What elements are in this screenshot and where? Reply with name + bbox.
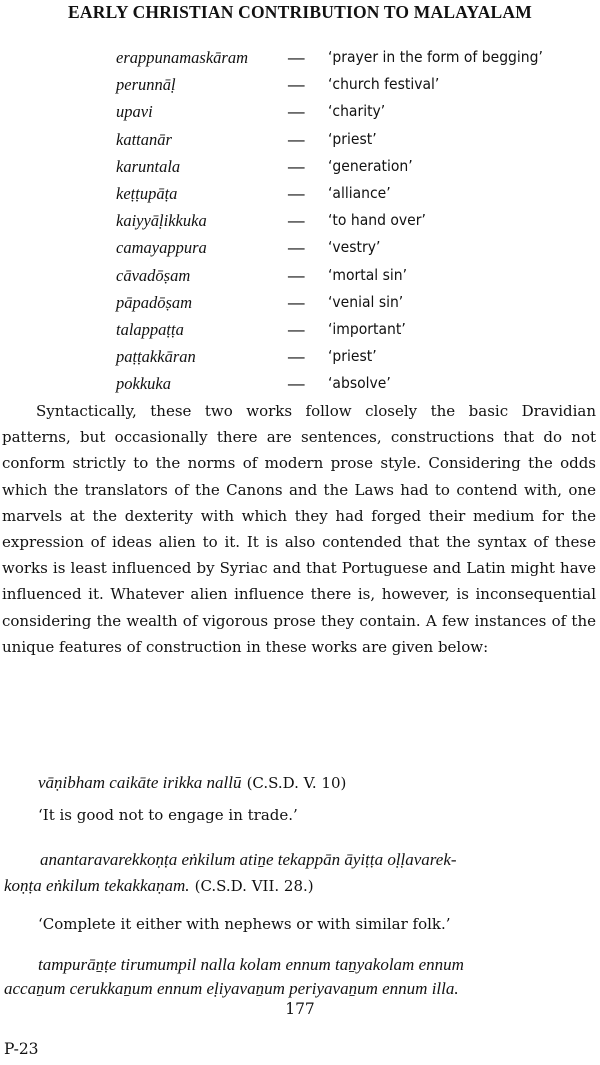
page-number: 177: [285, 1000, 315, 1018]
glossary-dash: —: [288, 156, 305, 176]
running-head: EARLY CHRISTIAN CONTRIBUTION TO MALAYALAM: [68, 2, 532, 22]
example-1-reference: (C.S.D. V. 10): [246, 774, 347, 792]
glossary-term: cāvadōṣam: [116, 265, 191, 285]
glossary-dash: —: [288, 48, 305, 67]
glossary-term: talappaṭṭa: [116, 319, 184, 339]
glossary-term: karuntala: [116, 156, 181, 176]
glossary-term: pokkuka: [116, 374, 171, 394]
glossary-meaning: ‘absolve’: [328, 374, 391, 393]
glossary-term: kaiyyāḷikkuka: [116, 211, 207, 231]
glossary-term: keṭṭupāṭa: [116, 183, 178, 203]
glossary-meaning: ‘charity’: [328, 102, 386, 121]
glossary-dash: —: [288, 102, 305, 122]
example-2-line-2-wrap: [4, 876, 314, 896]
glossary-row: [116, 343, 596, 370]
example-2-line-2: koṇṭa eṅkilum tekakkaṇam.: [4, 876, 190, 895]
example-2-line-1: anantaravarekkoṇṭa eṅkilum atiṉe tekappān āyiṭṭa oḷḷavarek-: [40, 850, 457, 869]
glossary-term: camayappura: [116, 238, 207, 258]
glossary-row: [116, 180, 596, 207]
glossary-row: [116, 44, 596, 71]
glossary-meaning: ‘church festival’: [328, 75, 440, 94]
glossary-row: [116, 71, 596, 98]
glossary-meaning: ‘mortal sin’: [328, 265, 407, 284]
example-3-line-1: tampurāṉṭe tirumumpil nalla kolam ennum taṉyakolam ennum: [38, 955, 464, 974]
glossary-dash: —: [288, 183, 305, 203]
glossary-dash: —: [288, 292, 305, 312]
example-1-text: vāṇibham caikāte irikka nallū: [38, 773, 242, 792]
glossary-row: [116, 262, 596, 289]
glossary-meaning: ‘priest’: [328, 129, 377, 148]
glossary-row: [116, 370, 596, 397]
glossary-meaning: ‘alliance’: [328, 183, 391, 202]
glossary-row: [116, 316, 596, 343]
glossary-term: perunnāḷ: [116, 75, 176, 95]
glossary-row: [116, 98, 596, 125]
glossary-meaning: ‘priest’: [328, 347, 377, 366]
glossary-term: pāpadōṣam: [116, 292, 193, 312]
glossary-meaning: ‘generation’: [328, 156, 413, 175]
glossary-dash: —: [288, 238, 305, 258]
glossary-meaning: ‘important’: [328, 319, 406, 338]
glossary-dash: —: [288, 129, 305, 149]
example-1-translation: ‘It is good not to engage in trade.’: [38, 806, 298, 824]
glossary-meaning: ‘to hand over’: [328, 211, 426, 230]
glossary-meaning: ‘venial sin’: [328, 292, 404, 311]
body-paragraph: Syntactically, these two works follow closely the basic Dravidian patterns, but occasionally there are sentences, constructions that do not conform strictly to the norms of modern prose style. Considering the odds which the translators of the Canons and the Laws had to contend with, one marvels at the dexterity with which they had forged their medium for the expression of ideas alien to it. It is also contended that the syntax of these works is least influenced by Syriac and that Portuguese and Latin might have influenced it. Whatever alien influence there is, however, is inconsequential considering the wealth of vigorous prose they contain. A few instances of the unique features of construction in these works are given below:: [2, 402, 596, 656]
example-2-translation: ‘Complete it either with nephews or with similar folk.’: [38, 915, 451, 933]
glossary-row: [116, 234, 596, 261]
example-1: [38, 773, 346, 793]
glossary-term: upavi: [116, 102, 153, 122]
glossary-dash: —: [288, 319, 305, 339]
glossary-term: kattanār: [116, 129, 172, 149]
glossary-term: erappunamaskāram: [116, 48, 248, 67]
glossary-list: [116, 44, 596, 397]
glossary-row: [116, 207, 596, 234]
glossary-dash: —: [288, 211, 305, 231]
example-3-line-2: accaṉum cerukkaṉum ennum eḷiyavaṉum periyavaṉum ennum illa.: [4, 979, 459, 998]
glossary-meaning: ‘vestry’: [328, 238, 381, 257]
example-2-reference: (C.S.D. VII. 28.): [194, 877, 314, 895]
glossary-dash: —: [288, 75, 305, 95]
glossary-dash: —: [288, 265, 305, 285]
signature-mark: P-23: [4, 1040, 39, 1058]
glossary-dash: —: [288, 347, 305, 367]
glossary-row: [116, 289, 596, 316]
glossary-meaning: ‘prayer in the form of begging’: [328, 48, 543, 66]
glossary-row: [116, 153, 596, 180]
glossary-dash: —: [288, 374, 305, 394]
glossary-term: paṭṭakkāran: [116, 347, 196, 367]
glossary-row: [116, 126, 596, 153]
